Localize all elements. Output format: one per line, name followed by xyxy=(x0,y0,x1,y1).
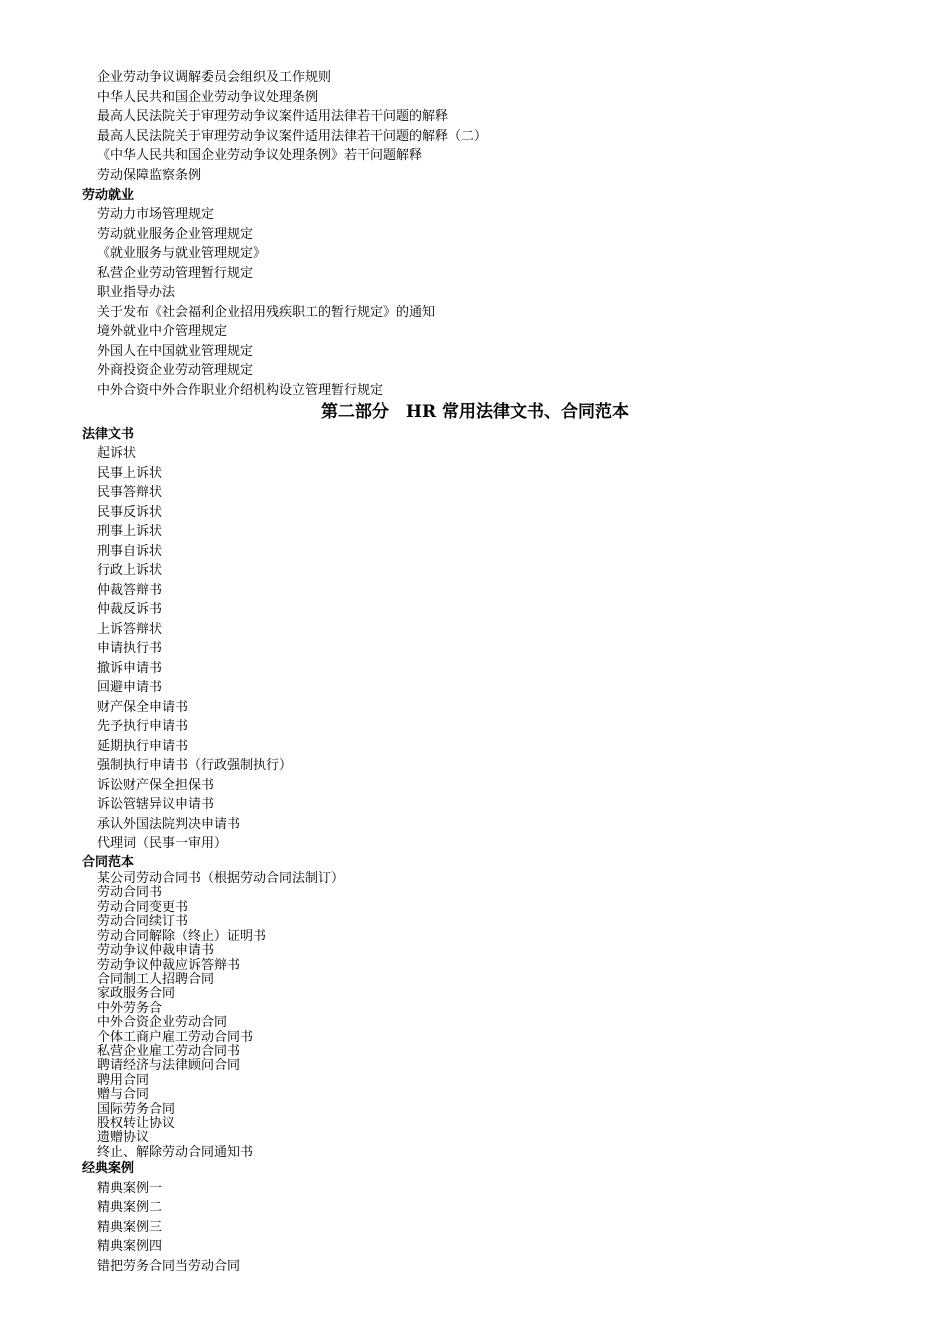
list-item: 家政服务合同 xyxy=(97,986,176,1001)
list-item: 仲裁答辩书 xyxy=(97,583,163,598)
section-heading-legal-documents: 法律文书 xyxy=(82,427,135,442)
list-item: 精典案例三 xyxy=(97,1220,163,1235)
list-item: 《中华人民共和国企业劳动争议处理条例》若干问题解释 xyxy=(97,148,423,163)
list-item: 企业劳动争议调解委员会组织及工作规则 xyxy=(97,70,332,85)
list-item: 中外劳务合 xyxy=(97,1001,163,1016)
list-item: 精典案例四 xyxy=(97,1239,163,1254)
list-item: 劳动力市场管理规定 xyxy=(97,207,215,222)
list-item: 中外合资企业劳动合同 xyxy=(97,1015,228,1030)
list-item: 民事上诉状 xyxy=(97,466,163,481)
list-item: 起诉状 xyxy=(97,446,137,461)
list-item: 精典案例二 xyxy=(97,1200,163,1215)
section-heading-classic-cases: 经典案例 xyxy=(82,1161,135,1176)
list-item: 延期执行申请书 xyxy=(97,739,189,754)
list-item: 劳动合同续订书 xyxy=(97,914,189,929)
section-heading-employment: 劳动就业 xyxy=(82,188,135,203)
list-item: 职业指导办法 xyxy=(97,285,176,300)
list-item: 承认外国法院判决申请书 xyxy=(97,817,241,832)
list-item: 外商投资企业劳动管理规定 xyxy=(97,363,254,378)
part-title: 第二部分 HR 常用法律文书、合同范本 xyxy=(320,402,630,422)
list-item: 私营企业劳动管理暂行规定 xyxy=(97,266,254,281)
list-item: 个体工商户雇工劳动合同书 xyxy=(97,1030,254,1045)
list-item: 回避申请书 xyxy=(97,680,163,695)
list-item: 终止、解除劳动合同通知书 xyxy=(97,1145,254,1160)
list-item: 先予执行申请书 xyxy=(97,719,189,734)
list-item: 外国人在中国就业管理规定 xyxy=(97,344,254,359)
list-item: 强制执行申请书（行政强制执行） xyxy=(97,758,293,773)
list-item: 境外就业中介管理规定 xyxy=(97,324,228,339)
list-item: 刑事上诉状 xyxy=(97,524,163,539)
list-item: 民事反诉状 xyxy=(97,505,163,520)
list-item: 国际劳务合同 xyxy=(97,1102,176,1117)
list-item: 某公司劳动合同书（根据劳动合同法制订） xyxy=(97,871,345,886)
list-item: 撤诉申请书 xyxy=(97,661,163,676)
list-item: 遗赠协议 xyxy=(97,1130,150,1145)
list-item: 代理词（民事一审用） xyxy=(97,836,228,851)
list-item: 劳动争议仲裁应诉答辩书 xyxy=(97,958,241,973)
list-item: 关于发布《社会福利企业招用残疾职工的暂行规定》的通知 xyxy=(97,305,436,320)
list-item: 诉讼管辖异议申请书 xyxy=(97,797,215,812)
list-item: 劳动保障监察条例 xyxy=(97,168,202,183)
list-item: 聘用合同 xyxy=(97,1073,150,1088)
list-item: 上诉答辩状 xyxy=(97,622,163,637)
list-item: 刑事自诉状 xyxy=(97,544,163,559)
list-item: 错把劳务合同当劳动合同 xyxy=(97,1259,241,1274)
section-heading-contract-templates: 合同范本 xyxy=(82,855,135,870)
list-item: 聘请经济与法律顾问合同 xyxy=(97,1058,241,1073)
list-item: 赠与合同 xyxy=(97,1087,150,1102)
list-item: 最高人民法院关于审理劳动争议案件适用法律若干问题的解释（二） xyxy=(97,129,488,144)
list-item: 中华人民共和国企业劳动争议处理条例 xyxy=(97,90,319,105)
list-item: 股权转让协议 xyxy=(97,1116,176,1131)
list-item: 中外合资中外合作职业介绍机构设立管理暂行规定 xyxy=(97,383,384,398)
list-item: 最高人民法院关于审理劳动争议案件适用法律若干问题的解释 xyxy=(97,109,449,124)
list-item: 财产保全申请书 xyxy=(97,700,189,715)
list-item: 《就业服务与就业管理规定》 xyxy=(97,246,267,261)
list-item: 仲裁反诉书 xyxy=(97,602,163,617)
list-item: 民事答辩状 xyxy=(97,485,163,500)
list-item: 劳动合同书 xyxy=(97,885,163,900)
list-item: 劳动合同解除（终止）证明书 xyxy=(97,929,267,944)
list-item: 私营企业雇工劳动合同书 xyxy=(97,1044,241,1059)
list-item: 劳动就业服务企业管理规定 xyxy=(97,227,254,242)
list-item: 劳动合同变更书 xyxy=(97,900,189,915)
list-item: 行政上诉状 xyxy=(97,563,163,578)
list-item: 精典案例一 xyxy=(97,1181,163,1196)
list-item: 合同制工人招聘合同 xyxy=(97,972,215,987)
list-item: 劳动争议仲裁申请书 xyxy=(97,943,215,958)
list-item: 申请执行书 xyxy=(97,641,163,656)
list-item: 诉讼财产保全担保书 xyxy=(97,778,215,793)
